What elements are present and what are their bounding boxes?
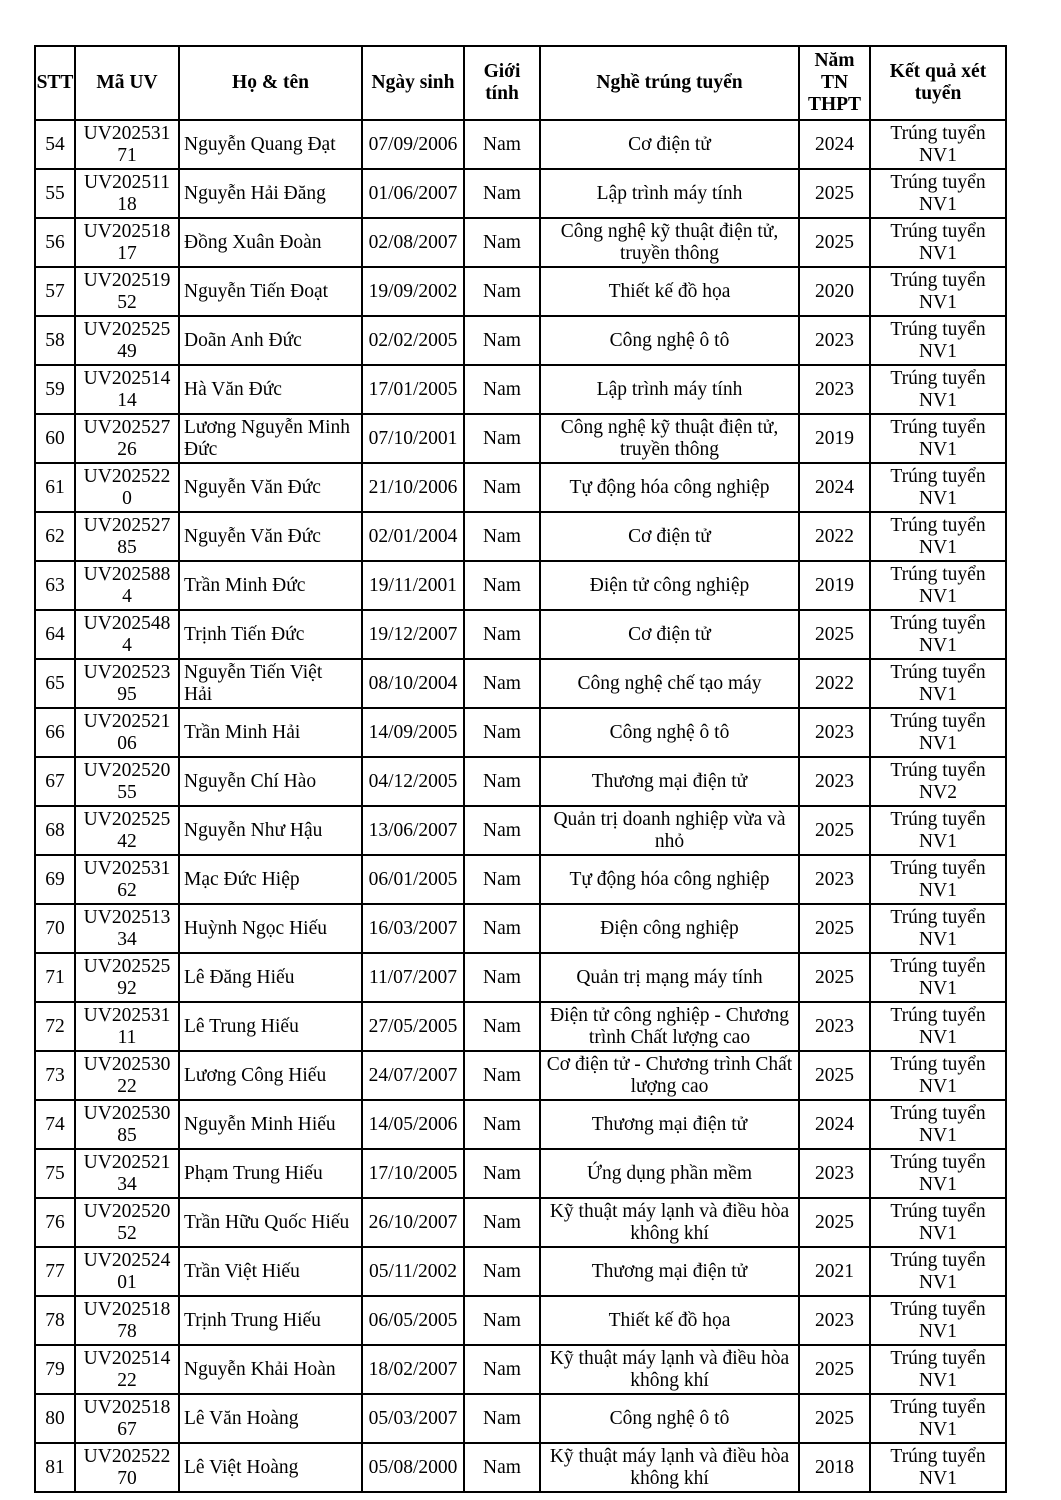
- cell-ket_qua: Trúng tuyển NV1: [870, 561, 1006, 610]
- cell-nghe: Điện công nghiệp: [540, 904, 799, 953]
- table-row: [35, 1296, 1006, 1345]
- cell-ma_uv: UV20252270: [75, 1443, 179, 1492]
- cell-ngay_sinh: 17/01/2005: [362, 365, 464, 414]
- cell-ma_uv: UV20252395: [75, 659, 179, 708]
- cell-ket_qua: Trúng tuyển NV1: [870, 1345, 1006, 1394]
- cell-ho_ten: Nguyễn Khải Hoàn: [179, 1345, 362, 1394]
- cell-ngay_sinh: 02/01/2004: [362, 512, 464, 561]
- cell-nam_tn: 2023: [799, 855, 870, 904]
- cell-nam_tn: 2021: [799, 1247, 870, 1296]
- cell-stt: 72: [35, 1002, 75, 1051]
- cell-ho_ten: Nguyễn Như Hậu: [179, 806, 362, 855]
- cell-gioi_tinh: Nam: [464, 1149, 540, 1198]
- table-row: [35, 316, 1006, 365]
- table-row: [35, 1247, 1006, 1296]
- cell-nam_tn: 2024: [799, 120, 870, 169]
- table-row: [35, 218, 1006, 267]
- cell-ma_uv: UV20251878: [75, 1296, 179, 1345]
- cell-ngay_sinh: 06/01/2005: [362, 855, 464, 904]
- cell-ma_uv: UV2025884: [75, 561, 179, 610]
- cell-stt: 81: [35, 1443, 75, 1492]
- cell-gioi_tinh: Nam: [464, 1051, 540, 1100]
- cell-gioi_tinh: Nam: [464, 267, 540, 316]
- table-row: [35, 1149, 1006, 1198]
- cell-ket_qua: Trúng tuyển NV1: [870, 1100, 1006, 1149]
- cell-ket_qua: Trúng tuyển NV1: [870, 610, 1006, 659]
- cell-nghe: Cơ điện tử: [540, 512, 799, 561]
- cell-nam_tn: 2023: [799, 1149, 870, 1198]
- column-header-ngay_sinh: Ngày sinh: [362, 46, 464, 120]
- cell-ket_qua: Trúng tuyển NV1: [870, 267, 1006, 316]
- cell-ho_ten: Lê Đăng Hiếu: [179, 953, 362, 1002]
- cell-stt: 71: [35, 953, 75, 1002]
- cell-ma_uv: UV20252052: [75, 1198, 179, 1247]
- cell-nghe: Kỹ thuật máy lạnh và điều hòa không khí: [540, 1345, 799, 1394]
- cell-ngay_sinh: 02/02/2005: [362, 316, 464, 365]
- cell-ngay_sinh: 06/05/2005: [362, 1296, 464, 1345]
- cell-gioi_tinh: Nam: [464, 953, 540, 1002]
- table-row: [35, 1100, 1006, 1149]
- cell-ket_qua: Trúng tuyển NV1: [870, 1443, 1006, 1492]
- cell-ngay_sinh: 01/06/2007: [362, 169, 464, 218]
- cell-gioi_tinh: Nam: [464, 316, 540, 365]
- cell-gioi_tinh: Nam: [464, 1345, 540, 1394]
- cell-gioi_tinh: Nam: [464, 1296, 540, 1345]
- cell-gioi_tinh: Nam: [464, 365, 540, 414]
- cell-nam_tn: 2020: [799, 267, 870, 316]
- cell-ma_uv: UV20251334: [75, 904, 179, 953]
- cell-ho_ten: Nguyễn Chí Hào: [179, 757, 362, 806]
- table-row: [35, 169, 1006, 218]
- cell-stt: 58: [35, 316, 75, 365]
- cell-ho_ten: Nguyễn Hải Đăng: [179, 169, 362, 218]
- cell-nghe: Cơ điện tử: [540, 610, 799, 659]
- cell-ho_ten: Trần Minh Đức: [179, 561, 362, 610]
- cell-nam_tn: 2025: [799, 610, 870, 659]
- cell-ma_uv: UV20251118: [75, 169, 179, 218]
- cell-gioi_tinh: Nam: [464, 610, 540, 659]
- cell-nghe: Cơ điện tử - Chương trình Chất lượng cao: [540, 1051, 799, 1100]
- cell-ngay_sinh: 05/08/2000: [362, 1443, 464, 1492]
- cell-ngay_sinh: 08/10/2004: [362, 659, 464, 708]
- cell-nam_tn: 2023: [799, 365, 870, 414]
- table-row: [35, 1198, 1006, 1247]
- cell-ho_ten: Trần Việt Hiếu: [179, 1247, 362, 1296]
- cell-stt: 55: [35, 169, 75, 218]
- cell-stt: 80: [35, 1394, 75, 1443]
- cell-ngay_sinh: 05/11/2002: [362, 1247, 464, 1296]
- cell-ho_ten: Lương Công Hiếu: [179, 1051, 362, 1100]
- table-row: [35, 757, 1006, 806]
- table-row: [35, 120, 1006, 169]
- cell-stt: 73: [35, 1051, 75, 1100]
- cell-nam_tn: 2025: [799, 1198, 870, 1247]
- table-row: [35, 512, 1006, 561]
- cell-stt: 64: [35, 610, 75, 659]
- cell-ket_qua: Trúng tuyển NV1: [870, 659, 1006, 708]
- cell-gioi_tinh: Nam: [464, 218, 540, 267]
- cell-nam_tn: 2025: [799, 904, 870, 953]
- cell-ma_uv: UV20253171: [75, 120, 179, 169]
- table-row: [35, 267, 1006, 316]
- cell-gioi_tinh: Nam: [464, 757, 540, 806]
- cell-nghe: Tự động hóa công nghiệp: [540, 463, 799, 512]
- cell-ket_qua: Trúng tuyển NV1: [870, 169, 1006, 218]
- cell-ho_ten: Nguyễn Tiến Việt Hải: [179, 659, 362, 708]
- cell-stt: 70: [35, 904, 75, 953]
- cell-ho_ten: Nguyễn Quang Đạt: [179, 120, 362, 169]
- cell-gioi_tinh: Nam: [464, 1100, 540, 1149]
- cell-ho_ten: Đồng Xuân Đoàn: [179, 218, 362, 267]
- cell-gioi_tinh: Nam: [464, 512, 540, 561]
- cell-ngay_sinh: 19/11/2001: [362, 561, 464, 610]
- cell-nam_tn: 2023: [799, 316, 870, 365]
- cell-ho_ten: Trần Hữu Quốc Hiếu: [179, 1198, 362, 1247]
- cell-ho_ten: Trịnh Trung Hiếu: [179, 1296, 362, 1345]
- table-row: [35, 1443, 1006, 1492]
- cell-gioi_tinh: Nam: [464, 561, 540, 610]
- cell-nghe: Quản trị mạng máy tính: [540, 953, 799, 1002]
- cell-ho_ten: Doãn Anh Đức: [179, 316, 362, 365]
- cell-gioi_tinh: Nam: [464, 659, 540, 708]
- cell-ket_qua: Trúng tuyển NV1: [870, 806, 1006, 855]
- cell-ngay_sinh: 11/07/2007: [362, 953, 464, 1002]
- table-row: [35, 806, 1006, 855]
- cell-ho_ten: Nguyễn Văn Đức: [179, 512, 362, 561]
- cell-nghe: Kỹ thuật máy lạnh và điều hòa không khí: [540, 1443, 799, 1492]
- cell-ngay_sinh: 19/12/2007: [362, 610, 464, 659]
- cell-nghe: Thương mại điện tử: [540, 1247, 799, 1296]
- cell-ket_qua: Trúng tuyển NV1: [870, 708, 1006, 757]
- cell-ho_ten: Lê Văn Hoàng: [179, 1394, 362, 1443]
- cell-ma_uv: UV20252542: [75, 806, 179, 855]
- header-row: [35, 46, 1006, 120]
- cell-nghe: Thương mại điện tử: [540, 1100, 799, 1149]
- cell-ho_ten: Lê Việt Hoàng: [179, 1443, 362, 1492]
- cell-ho_ten: Huỳnh Ngọc Hiếu: [179, 904, 362, 953]
- table-row: [35, 610, 1006, 659]
- table-row: [35, 365, 1006, 414]
- cell-ma_uv: UV20252134: [75, 1149, 179, 1198]
- cell-stt: 61: [35, 463, 75, 512]
- cell-ket_qua: Trúng tuyển NV1: [870, 120, 1006, 169]
- cell-ma_uv: UV20253022: [75, 1051, 179, 1100]
- cell-nghe: Công nghệ kỹ thuật điện tử, truyền thông: [540, 414, 799, 463]
- column-header-gioi_tinh: Giới tính: [464, 46, 540, 120]
- column-header-ket_qua: Kết quả xét tuyển: [870, 46, 1006, 120]
- cell-nghe: Điện tử công nghiệp: [540, 561, 799, 610]
- cell-ho_ten: Trịnh Tiến Đức: [179, 610, 362, 659]
- cell-gioi_tinh: Nam: [464, 1443, 540, 1492]
- cell-stt: 75: [35, 1149, 75, 1198]
- cell-ket_qua: Trúng tuyển NV1: [870, 1149, 1006, 1198]
- table-row: [35, 1394, 1006, 1443]
- cell-ma_uv: UV20251867: [75, 1394, 179, 1443]
- cell-stt: 66: [35, 708, 75, 757]
- cell-ket_qua: Trúng tuyển NV2: [870, 757, 1006, 806]
- cell-stt: 63: [35, 561, 75, 610]
- cell-ma_uv: UV20252055: [75, 757, 179, 806]
- column-header-ma_uv: Mã UV: [75, 46, 179, 120]
- cell-stt: 77: [35, 1247, 75, 1296]
- column-header-stt: STT: [35, 46, 75, 120]
- table-row: [35, 953, 1006, 1002]
- cell-ket_qua: Trúng tuyển NV1: [870, 1394, 1006, 1443]
- table-row: [35, 1051, 1006, 1100]
- cell-gioi_tinh: Nam: [464, 1002, 540, 1051]
- cell-ngay_sinh: 13/06/2007: [362, 806, 464, 855]
- cell-ket_qua: Trúng tuyển NV1: [870, 1198, 1006, 1247]
- cell-stt: 69: [35, 855, 75, 904]
- cell-nghe: Cơ điện tử: [540, 120, 799, 169]
- cell-nam_tn: 2023: [799, 1002, 870, 1051]
- cell-nghe: Tự động hóa công nghiệp: [540, 855, 799, 904]
- cell-ngay_sinh: 05/03/2007: [362, 1394, 464, 1443]
- cell-ho_ten: Nguyễn Văn Đức: [179, 463, 362, 512]
- cell-ma_uv: UV20252401: [75, 1247, 179, 1296]
- cell-ngay_sinh: 17/10/2005: [362, 1149, 464, 1198]
- cell-ma_uv: UV20252726: [75, 414, 179, 463]
- cell-nam_tn: 2025: [799, 806, 870, 855]
- cell-ma_uv: UV20253162: [75, 855, 179, 904]
- cell-stt: 57: [35, 267, 75, 316]
- cell-nam_tn: 2018: [799, 1443, 870, 1492]
- cell-gioi_tinh: Nam: [464, 806, 540, 855]
- cell-stt: 62: [35, 512, 75, 561]
- cell-nam_tn: 2024: [799, 1100, 870, 1149]
- cell-ma_uv: UV20251422: [75, 1345, 179, 1394]
- cell-nam_tn: 2019: [799, 414, 870, 463]
- cell-stt: 76: [35, 1198, 75, 1247]
- cell-ma_uv: UV2025220: [75, 463, 179, 512]
- cell-stt: 59: [35, 365, 75, 414]
- cell-ket_qua: Trúng tuyển NV1: [870, 1247, 1006, 1296]
- cell-nam_tn: 2025: [799, 218, 870, 267]
- cell-nghe: Công nghệ ô tô: [540, 708, 799, 757]
- cell-ngay_sinh: 02/08/2007: [362, 218, 464, 267]
- cell-ket_qua: Trúng tuyển NV1: [870, 953, 1006, 1002]
- table-row: [35, 1345, 1006, 1394]
- cell-ho_ten: Mạc Đức Hiệp: [179, 855, 362, 904]
- cell-stt: 65: [35, 659, 75, 708]
- cell-nghe: Thiết kế đồ họa: [540, 267, 799, 316]
- cell-ho_ten: Nguyễn Tiến Đoạt: [179, 267, 362, 316]
- cell-nam_tn: 2019: [799, 561, 870, 610]
- cell-ket_qua: Trúng tuyển NV1: [870, 1296, 1006, 1345]
- cell-ho_ten: Nguyễn Minh Hiếu: [179, 1100, 362, 1149]
- table-row: [35, 904, 1006, 953]
- cell-nam_tn: 2022: [799, 659, 870, 708]
- cell-ho_ten: Lương Nguyễn Minh Đức: [179, 414, 362, 463]
- cell-ket_qua: Trúng tuyển NV1: [870, 512, 1006, 561]
- cell-ma_uv: UV20253085: [75, 1100, 179, 1149]
- cell-ket_qua: Trúng tuyển NV1: [870, 365, 1006, 414]
- cell-nghe: Điện tử công nghiệp - Chương trình Chất lượng cao: [540, 1002, 799, 1051]
- cell-nam_tn: 2022: [799, 512, 870, 561]
- cell-gioi_tinh: Nam: [464, 904, 540, 953]
- cell-ho_ten: Lê Trung Hiếu: [179, 1002, 362, 1051]
- cell-ngay_sinh: 16/03/2007: [362, 904, 464, 953]
- cell-ho_ten: Trần Minh Hải: [179, 708, 362, 757]
- cell-stt: 68: [35, 806, 75, 855]
- cell-stt: 60: [35, 414, 75, 463]
- cell-gioi_tinh: Nam: [464, 169, 540, 218]
- table-row: [35, 414, 1006, 463]
- cell-gioi_tinh: Nam: [464, 1198, 540, 1247]
- cell-stt: 56: [35, 218, 75, 267]
- cell-ngay_sinh: 07/09/2006: [362, 120, 464, 169]
- cell-stt: 54: [35, 120, 75, 169]
- cell-ma_uv: UV20252785: [75, 512, 179, 561]
- cell-ngay_sinh: 19/09/2002: [362, 267, 464, 316]
- cell-gioi_tinh: Nam: [464, 1247, 540, 1296]
- cell-nam_tn: 2025: [799, 1394, 870, 1443]
- cell-ma_uv: UV20251414: [75, 365, 179, 414]
- cell-ket_qua: Trúng tuyển NV1: [870, 904, 1006, 953]
- table-row: [35, 855, 1006, 904]
- cell-ket_qua: Trúng tuyển NV1: [870, 1051, 1006, 1100]
- cell-nghe: Công nghệ ô tô: [540, 1394, 799, 1443]
- cell-nam_tn: 2025: [799, 953, 870, 1002]
- cell-ho_ten: Phạm Trung Hiếu: [179, 1149, 362, 1198]
- cell-nghe: Công nghệ chế tạo máy: [540, 659, 799, 708]
- cell-nghe: Công nghệ ô tô: [540, 316, 799, 365]
- cell-nghe: Ứng dụng phần mềm: [540, 1149, 799, 1198]
- cell-ngay_sinh: 24/07/2007: [362, 1051, 464, 1100]
- cell-stt: 78: [35, 1296, 75, 1345]
- table-row: [35, 659, 1006, 708]
- cell-gioi_tinh: Nam: [464, 414, 540, 463]
- cell-ngay_sinh: 21/10/2006: [362, 463, 464, 512]
- cell-nghe: Lập trình máy tính: [540, 169, 799, 218]
- table-row: [35, 708, 1006, 757]
- cell-ho_ten: Hà Văn Đức: [179, 365, 362, 414]
- cell-ma_uv: UV20252106: [75, 708, 179, 757]
- cell-ma_uv: UV20251952: [75, 267, 179, 316]
- column-header-nam_tn: Năm TN THPT: [799, 46, 870, 120]
- cell-ma_uv: UV20252549: [75, 316, 179, 365]
- cell-stt: 67: [35, 757, 75, 806]
- cell-gioi_tinh: Nam: [464, 708, 540, 757]
- admission-results-table: [34, 45, 1007, 1493]
- cell-ma_uv: UV2025484: [75, 610, 179, 659]
- cell-nghe: Lập trình máy tính: [540, 365, 799, 414]
- cell-ket_qua: Trúng tuyển NV1: [870, 218, 1006, 267]
- column-header-ho_ten: Họ & tên: [179, 46, 362, 120]
- cell-nam_tn: 2025: [799, 1051, 870, 1100]
- cell-stt: 74: [35, 1100, 75, 1149]
- cell-ngay_sinh: 18/02/2007: [362, 1345, 464, 1394]
- cell-ket_qua: Trúng tuyển NV1: [870, 316, 1006, 365]
- cell-ket_qua: Trúng tuyển NV1: [870, 855, 1006, 904]
- cell-nghe: Công nghệ kỹ thuật điện tử, truyền thông: [540, 218, 799, 267]
- cell-nam_tn: 2025: [799, 169, 870, 218]
- cell-ngay_sinh: 27/05/2005: [362, 1002, 464, 1051]
- cell-nghe: Quản trị doanh nghiệp vừa và nhỏ: [540, 806, 799, 855]
- cell-nam_tn: 2024: [799, 463, 870, 512]
- column-header-nghe: Nghề trúng tuyển: [540, 46, 799, 120]
- cell-ket_qua: Trúng tuyển NV1: [870, 463, 1006, 512]
- cell-gioi_tinh: Nam: [464, 463, 540, 512]
- cell-ngay_sinh: 07/10/2001: [362, 414, 464, 463]
- cell-nam_tn: 2025: [799, 1345, 870, 1394]
- table-row: [35, 463, 1006, 512]
- cell-ngay_sinh: 04/12/2005: [362, 757, 464, 806]
- cell-nghe: Kỹ thuật máy lạnh và điều hòa không khí: [540, 1198, 799, 1247]
- cell-nghe: Thương mại điện tử: [540, 757, 799, 806]
- table-row: [35, 561, 1006, 610]
- cell-ngay_sinh: 26/10/2007: [362, 1198, 464, 1247]
- cell-nam_tn: 2023: [799, 1296, 870, 1345]
- cell-nghe: Thiết kế đồ họa: [540, 1296, 799, 1345]
- cell-ngay_sinh: 14/09/2005: [362, 708, 464, 757]
- cell-ket_qua: Trúng tuyển NV1: [870, 1002, 1006, 1051]
- table-row: [35, 1002, 1006, 1051]
- cell-gioi_tinh: Nam: [464, 1394, 540, 1443]
- cell-gioi_tinh: Nam: [464, 120, 540, 169]
- cell-ma_uv: UV20252592: [75, 953, 179, 1002]
- cell-ket_qua: Trúng tuyển NV1: [870, 414, 1006, 463]
- cell-gioi_tinh: Nam: [464, 855, 540, 904]
- cell-ngay_sinh: 14/05/2006: [362, 1100, 464, 1149]
- cell-nam_tn: 2023: [799, 757, 870, 806]
- cell-ma_uv: UV20251817: [75, 218, 179, 267]
- cell-stt: 79: [35, 1345, 75, 1394]
- cell-nam_tn: 2023: [799, 708, 870, 757]
- cell-ma_uv: UV20253111: [75, 1002, 179, 1051]
